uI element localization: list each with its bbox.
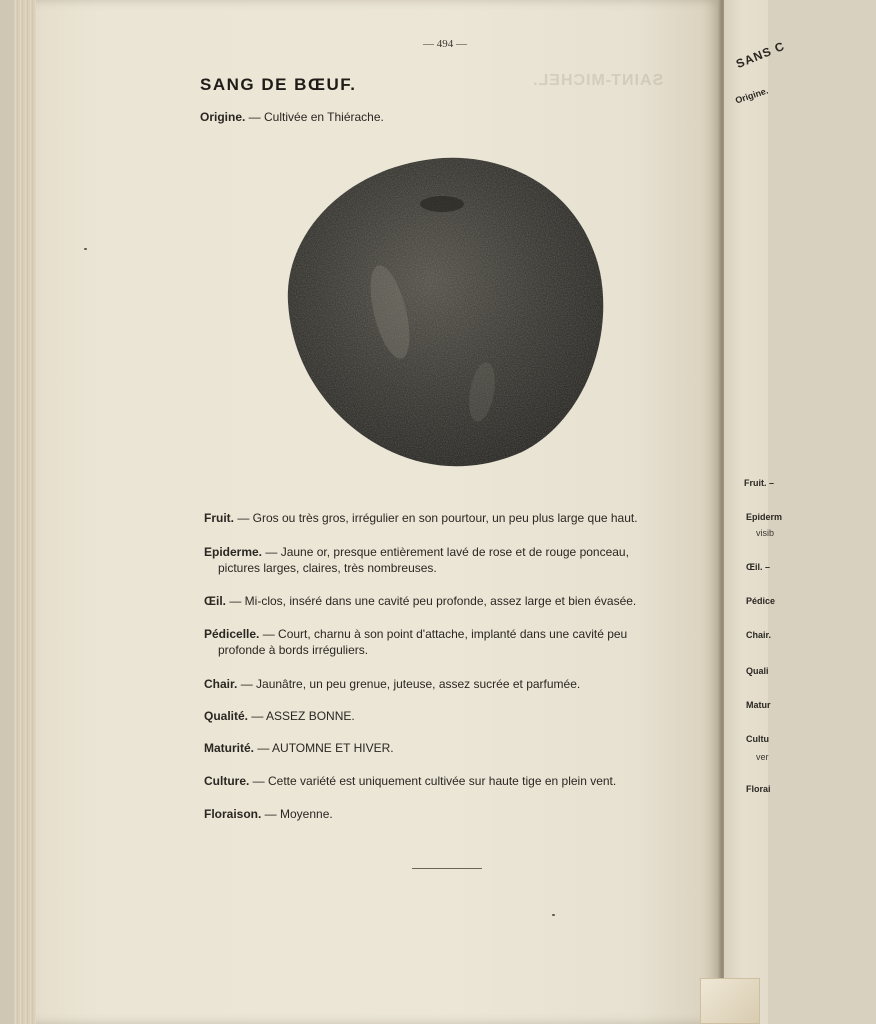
qualite-text: — ASSEZ BONNE. xyxy=(248,709,355,723)
next-page-label: Epiderm xyxy=(746,512,783,522)
description-floraison xyxy=(204,806,684,822)
description-oeil xyxy=(204,593,684,609)
paper-speck xyxy=(552,914,555,916)
next-page-label: Quali xyxy=(746,666,769,676)
origin-text: — Cultivée en Thiérache. xyxy=(245,110,384,124)
description-maturite xyxy=(204,740,684,756)
corner-watermark-thumbnail xyxy=(700,978,760,1024)
description-qualite xyxy=(204,708,684,724)
culture-text: — Cette variété est uniquement cultivée sur haute tige en plein vent. xyxy=(249,774,617,788)
chair-text: — Jaunâtre, un peu grenue, juteuse, assez sucrée et parfumée. xyxy=(237,677,581,691)
pedicelle-continuation: profonde à bords irréguliers. xyxy=(218,643,369,657)
next-page xyxy=(724,0,787,1024)
next-page-label: visib xyxy=(756,528,775,538)
floraison-label: Floraison. xyxy=(204,807,262,821)
next-page-label: Matur xyxy=(746,700,771,710)
maturite-text: — AUTOMNE ET HIVER. xyxy=(254,741,394,755)
maturite-label: Maturité. xyxy=(204,741,255,755)
show-through-title: SAINT-MICHEL. xyxy=(532,72,664,89)
next-page-label: Chair. xyxy=(746,630,772,640)
epiderme-continuation: pictures larges, claires, très nombreuses. xyxy=(218,561,437,575)
epiderme-text: — Jaune or, presque entièrement lavé de rose et de rouge ponceau, xyxy=(262,545,629,559)
description-chair xyxy=(204,676,684,692)
fruit-text: — Gros ou très gros, irrégulier en son pourtour, un peu plus large que haut. xyxy=(234,511,638,525)
next-page-title: SANS C xyxy=(734,38,787,71)
oeil-text: — Mi-clos, inséré dans une cavité peu profonde, assez large et bien évasée. xyxy=(226,594,637,608)
book-page xyxy=(14,0,722,1024)
next-page-label: Cultu xyxy=(746,734,769,744)
next-page-label: Œil. – xyxy=(746,562,771,572)
description-pedicelle xyxy=(204,626,684,658)
end-rule xyxy=(412,868,482,869)
floraison-text: — Moyenne. xyxy=(261,807,333,821)
variety-title: SANG DE BŒUF. xyxy=(200,75,357,94)
apple-illustration xyxy=(282,152,612,474)
next-page-label: Pédice xyxy=(746,596,776,606)
pedicelle-text: — Court, charnu à son point d'attache, implanté dans une cavité peu xyxy=(259,627,628,641)
origin-line xyxy=(200,110,384,124)
culture-label: Culture. xyxy=(204,774,250,788)
next-page-label: Florai xyxy=(746,784,771,794)
next-page-origin: Origine. xyxy=(734,85,770,106)
page-edge xyxy=(14,0,36,1024)
chair-label: Chair. xyxy=(204,677,238,691)
description-epiderme xyxy=(204,544,684,576)
apple-stem-cavity xyxy=(420,196,464,212)
description-culture xyxy=(204,773,684,789)
origin-label: Origine. xyxy=(200,110,246,124)
qualite-label: Qualité. xyxy=(204,709,249,723)
next-page-label: ver xyxy=(756,752,769,762)
oeil-label: Œil. xyxy=(204,594,227,608)
fruit-label: Fruit. xyxy=(204,511,234,525)
next-page-label: Fruit. – xyxy=(744,478,775,488)
description-fruit xyxy=(204,510,684,526)
paper-speck xyxy=(84,248,87,250)
pedicelle-label: Pédicelle. xyxy=(204,627,260,641)
epiderme-label: Epiderme. xyxy=(204,545,263,559)
page-number: — 494 — xyxy=(423,38,467,50)
